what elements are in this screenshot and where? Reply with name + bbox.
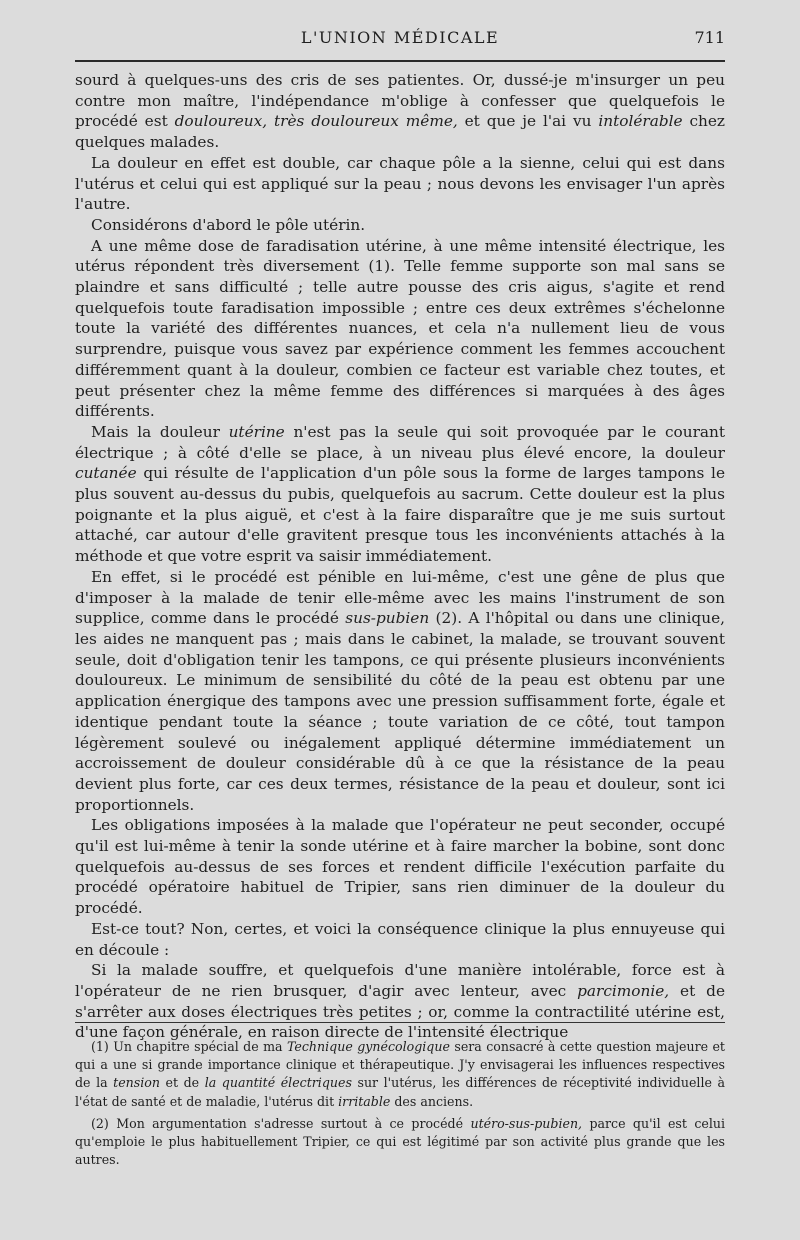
page-header — [75, 28, 725, 54]
text-run: (1) Un chapitre spécial de ma — [91, 1039, 287, 1054]
text-run: sourd à quelques-uns des cris de ses patientes. Or, dussé-je m'insurger un peu contre mon maître, l'indépendance m'oblige à confesser que quelquefois le procédé est — [75, 71, 725, 131]
paragraph — [75, 960, 725, 1043]
text-run: et de — [159, 1075, 205, 1091]
paragraph — [75, 422, 725, 567]
italic-text: utérine — [228, 422, 285, 441]
italic-text: sus-pubien — [345, 609, 430, 628]
footnote — [75, 1038, 725, 1111]
text-run: n'est pas la seule qui soit provoquée par le courant électrique ; à côté d'elle se place, à un niveau plus élevé encore, la douleur — [75, 422, 726, 462]
text-run: A une même dose de faradisation utérine, à une même intensité électrique, les utérus répondent très diversement (1). Telle femme supporte son mal sans se plaindre et sans difficulté ; telle autre pousse des cris aigus, s'agite et rend quelquefois toute faradisation impossible ; entre ces deux extrêmes s'échelonne toute la variété des différentes nuances, et cela n'a nullement lieu de vous surprendre, puisque vous savez par expérience comment les femmes accouchent différemment quant à la douleur, combien ce facteur est variable chez toutes, et peut présenter chez la même femme des différences si marquées à des âges différents. — [75, 236, 725, 421]
text-run: Les obligations imposées à la malade que l'opérateur ne peut seconder, occupé qu'il est lui-même à tenir la sonde utérine et à faire marcher la bobine, sont donc quelquefois au-dessus de ses forces et rendent difficile l'exécution parfaite du procédé opératoire habituel de Tripier, sans rien diminuer de la douleur du procédé. — [75, 816, 725, 918]
paragraph — [75, 236, 725, 422]
page-number: 711 — [694, 28, 725, 47]
paragraph — [75, 815, 725, 919]
italic-text: intolérable — [598, 112, 683, 131]
text-run: et que je l'ai vu — [457, 112, 599, 131]
italic-text: utéro-sus-pubien, — [470, 1115, 583, 1131]
text-run: Si la malade souffre, et quelquefois d'une manière intolérable, force est à l'opérateur de ne rien brusquer, d'agir avec lenteur, avec — [75, 961, 725, 1000]
text-run: La douleur en effet est double, car chaque pôle a la sienne, celui qui est dans l'utérus et celui qui est appliqué sur la peau ; nous devons les envisager l'un après l'autre. — [75, 153, 725, 214]
italic-text: douloureux, très douloureux même, — [174, 112, 458, 131]
text-run: sera consacré à cette question majeure et qui a une si grande importance clinique et thérapeutique. J'y envisagerai les influences respectives de la — [75, 1039, 725, 1091]
text-run: sur l'utérus, les différences de réceptivité individuelle à l'état de santé et de maladie, l'utérus dit — [75, 1075, 725, 1109]
italic-text: cutanée — [75, 464, 137, 483]
footnote-rule — [75, 1022, 725, 1023]
paragraph — [75, 567, 725, 815]
footnote — [75, 1115, 725, 1170]
text-run: chez quelques malades. — [75, 112, 725, 152]
italic-text: parcimonie, — [577, 981, 670, 1000]
italic-text: la quantité électriques — [204, 1075, 352, 1091]
text-run: (2). A l'hôpital ou dans une clinique, les aides ne manquent pas ; mais dans le cabinet, la malade, se trouvant souvent seule, doit d'obligation tenir les tampons, ce qui présente plusieurs inconvénients douloureux. Le minimum de sensibilité du côté de la peau est obtenu par une application énergique des tampons avec une pression suffisamment forte, égale et identique pendant toute la séance ; toute variation de ce côté, tout tampon légèrement soulevé ou inégalement appliqué détermine immédiatement un accroissement de douleur considérable dû à ce que la résistance de la peau devient plus forte, car ces deux termes, résistance de la peau et douleur, sont ici proportionnels. — [75, 609, 725, 814]
text-run: En effet, si le procédé est pénible en lui-même, c'est une gêne de plus que d'imposer à la malade de tenir elle-même avec les mains l'instrument de son supplice, comme dans le procédé — [75, 567, 725, 628]
text-run: parce qu'il est celui qu'emploie le plus habituellement Tripier, ce qui est légitimé par son activité plus grande que les autres. — [75, 1115, 726, 1168]
text-run: des anciens. — [390, 1093, 474, 1109]
text-run: qui résulte de l'application d'un pôle sous la forme de larges tampons le plus souvent au-dessus du pubis, quelquefois au sacrum. Cette douleur est la plus poignante et la plus aiguë, et c'est à la faire disparaître que je me suis surtout attaché, car autour d'elle gravitent presque tous les inconvénients attachés à la méthode et que votre esprit va saisir immédiatement. — [75, 464, 725, 566]
header-rule — [75, 60, 725, 62]
text-run: Est-ce tout? Non, certes, et voici la conséquence clinique la plus ennuyeuse qui en découle : — [75, 919, 725, 959]
footnotes — [75, 1038, 725, 1173]
italic-text: tension — [113, 1075, 160, 1091]
text-run: (2) Mon argumentation s'adresse surtout à ce procédé — [91, 1115, 471, 1131]
body-text — [75, 70, 725, 1043]
paragraph — [75, 215, 725, 236]
paragraph — [75, 70, 725, 153]
text-run: et de s'arrêter aux doses électriques très petites ; or, comme la contractilité utérine est, d'une façon générale, en raison directe de l'intensité électrique — [75, 981, 725, 1042]
italic-text: irritable — [338, 1093, 391, 1109]
italic-text: Technique gynécologique — [287, 1039, 450, 1054]
text-run: Considérons d'abord le pôle utérin. — [91, 215, 366, 234]
running-title: L'UNION MÉDICALE — [300, 28, 500, 47]
paragraph — [75, 919, 725, 960]
paragraph — [75, 153, 725, 215]
text-run: Mais la douleur — [91, 422, 229, 441]
